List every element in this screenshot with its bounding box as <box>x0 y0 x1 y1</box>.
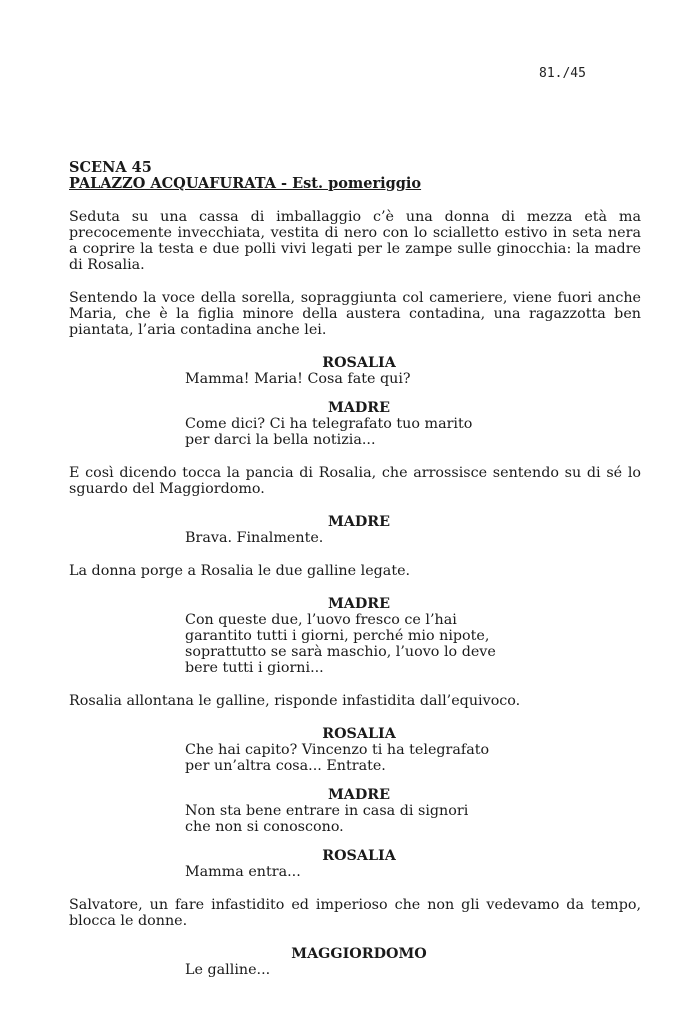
dialogue-line: per un’altra cosa... Entrate. <box>185 758 386 774</box>
action-paragraph: La donna porge a Rosalia le due galline legate. <box>69 563 411 579</box>
character-name: MADRE <box>327 400 391 416</box>
dialogue-block <box>185 514 533 546</box>
dialogue-line: Non sta bene entrare in casa di signori <box>185 803 469 819</box>
character-name: MADRE <box>327 596 391 612</box>
scene-number: SCENA 45 <box>69 159 152 176</box>
dialogue-block <box>185 355 533 387</box>
scene-heading <box>69 160 641 192</box>
script-body <box>69 160 641 978</box>
action-paragraph: Sentendo la voce della sorella, sopraggiunta col cameriere, viene fuori anche Maria, che è la figlia minore della austera contadina, una ragazzotta ben piantata, l’aria contadina anche lei. <box>69 290 641 338</box>
character-name: MADRE <box>327 787 391 803</box>
page-number: 81./45 <box>539 66 586 81</box>
action-paragraph: Salvatore, un fare infastidito ed imperioso che non gli vedevamo da tempo, blocca le donne. <box>69 897 641 929</box>
dialogue-block <box>185 400 533 448</box>
dialogue-block <box>185 848 533 880</box>
dialogue-line: soprattutto se sarà maschio, l’uovo lo deve <box>185 644 496 660</box>
dialogue-line: garantito tutti i giorni, perché mio nipote, <box>185 628 490 644</box>
dialogue-line: Che hai capito? Vincenzo ti ha telegrafato <box>185 742 490 758</box>
dialogue-block <box>185 787 533 835</box>
character-name: ROSALIA <box>322 726 396 742</box>
character-name: MAGGIORDOMO <box>291 946 427 962</box>
character-name: MADRE <box>327 514 391 530</box>
dialogue-line: per darci la bella notizia... <box>185 432 376 448</box>
dialogue-line: Mamma entra... <box>185 864 301 880</box>
dialogue-line: Brava. Finalmente. <box>185 530 324 546</box>
dialogue-line: che non si conoscono. <box>185 819 344 835</box>
dialogue-line: Con queste due, l’uovo fresco ce l’hai <box>185 612 457 628</box>
dialogue-block <box>185 946 533 978</box>
dialogue-block <box>185 726 533 774</box>
dialogue-block <box>185 596 533 676</box>
action-paragraph: E così dicendo tocca la pancia di Rosalia, che arrossisce sentendo su di sé lo sguardo del Maggiordomo. <box>69 465 641 497</box>
dialogue-line: Come dici? Ci ha telegrafato tuo marito <box>185 416 473 432</box>
action-paragraph: Rosalia allontana le galline, risponde infastidita dall’equivoco. <box>69 693 521 709</box>
dialogue-line: Le galline... <box>185 962 271 978</box>
character-name: ROSALIA <box>322 355 396 371</box>
scene-blocks <box>69 192 641 978</box>
action-paragraph: Seduta su una cassa di imballaggio c’è una donna di mezza età ma precocemente invecchiata, vestita di nero con lo scialletto estivo in seta nera a coprire la testa e due polli vivi legati per le zampe sulle ginocchia: la madre di Rosalia. <box>69 209 641 273</box>
scene-location: PALAZZO ACQUAFURATA - Est. pomeriggio <box>69 175 422 192</box>
dialogue-line: bere tutti i giorni... <box>185 660 324 676</box>
character-name: ROSALIA <box>322 848 396 864</box>
dialogue-line: Mamma! Maria! Cosa fate qui? <box>185 371 411 387</box>
